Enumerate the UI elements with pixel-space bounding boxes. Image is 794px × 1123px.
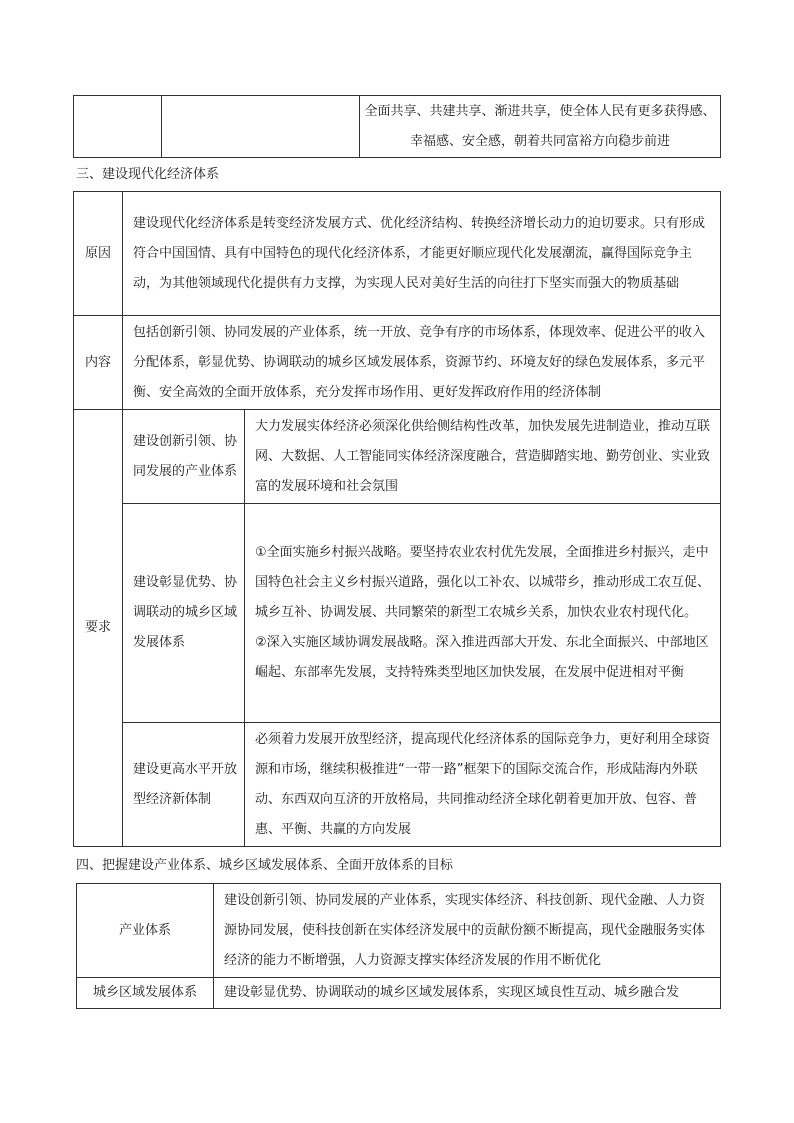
reason-text: 建设现代化经济体系是转变经济发展方式、优化经济结构、转换经济增长动力的迫切要求。只有形成符合中国国情、具有中国特色的现代化经济体系，才能更好顺应现代化发展潮流，赢得国际竞争主动，为其他领域现代化提供有力支撑，为实现人民对美好生活的向往打下坚实而强大的物质基础 xyxy=(123,192,721,316)
top-table-col2 xyxy=(162,96,360,158)
requirement-label-open-economy: 建设更高水平开放型经济新体制 xyxy=(123,723,245,847)
requirement-label-industry: 建设创新引领、协同发展的产业体系 xyxy=(123,410,245,504)
goal-text-industry: 建设创新引领、协同发展的产业体系，实现实体经济、科技创新、现代金融、人力资源协同发展，使科技创新在实体经济发展中的贡献份额不断提高，现代金融服务实体经济的能力不断增强，人力资源支撑实体经济发展的作用不断优化 xyxy=(214,884,721,978)
requirements-label: 要求 xyxy=(74,410,123,847)
goals-table xyxy=(76,883,721,1009)
section-3-heading: 三、建设现代化经济体系 xyxy=(76,167,220,182)
rural-revitalization-text: ①全面实施乡村振兴战略。要坚持农业农村优先发展，全面推进乡村振兴，走中国特色社会主义乡村振兴道路，强化以工补农、以城带乡，推动形成工农互促、城乡互补、协调发展、共同繁荣的新型工农城乡关系，加快农业农村现代化。 xyxy=(255,545,711,620)
requirement-text-industry: 大力发展实体经济必须深化供给侧结构性改革，加快发展先进制造业，推动互联网、大数据、人工智能同实体经济深度融合，营造脚踏实地、勤劳创业、实业致富的发展环境和社会氛围 xyxy=(245,410,721,504)
top-table-content: 全面共享、共建共享、渐进共享，使全体人民有更多获得感、幸福感、安全感，朝着共同富裕方向稳步前进 xyxy=(360,96,721,158)
goal-label-industry: 产业体系 xyxy=(77,884,214,978)
top-table xyxy=(73,95,721,158)
regional-coordination-text: ②深入实施区域协调发展战略。深入推进西部大开发、东北全面振兴、中部地区崛起、东部率先发展，支持特殊类型地区加快发展，在发展中促进相对平衡 xyxy=(255,635,709,680)
content-text: 包括创新引领、协同发展的产业体系，统一开放、竞争有序的市场体系，体现效率、促进公平的收入分配体系，彰显优势、协调联动的城乡区域发展体系，资源节约、环境友好的绿色发展体系，多元平衡、安全高效的全面开放体系，充分发挥市场作用、更好发挥政府作用的经济体制 xyxy=(123,316,721,410)
content-label: 内容 xyxy=(74,316,123,410)
top-table-col1 xyxy=(74,96,162,158)
requirement-label-urban-rural: 建设彰显优势、协调联动的城乡区域发展体系 xyxy=(123,504,245,723)
economic-system-table xyxy=(73,191,721,847)
reason-label: 原因 xyxy=(74,192,123,316)
goal-label-urban-rural: 城乡区域发展体系 xyxy=(77,978,214,1009)
goal-text-urban-rural: 建设彰显优势、协调联动的城乡区域发展体系，实现区域良性互动、城乡融合发 xyxy=(214,978,721,1009)
requirement-text-urban-rural xyxy=(245,504,721,723)
requirement-text-open-economy: 必须着力发展开放型经济，提高现代化经济体系的国际竞争力，更好利用全球资源和市场，继续积极推进“一带一路”框架下的国际交流合作，形成陆海内外联动、东西双向互济的开放格局，共同推动经济全球化朝着更加开放、包容、普惠、平衡、共赢的方向发展 xyxy=(245,723,721,847)
section-4-heading: 四、把握建设产业体系、城乡区域发展体系、全面开放体系的目标 xyxy=(76,858,454,873)
